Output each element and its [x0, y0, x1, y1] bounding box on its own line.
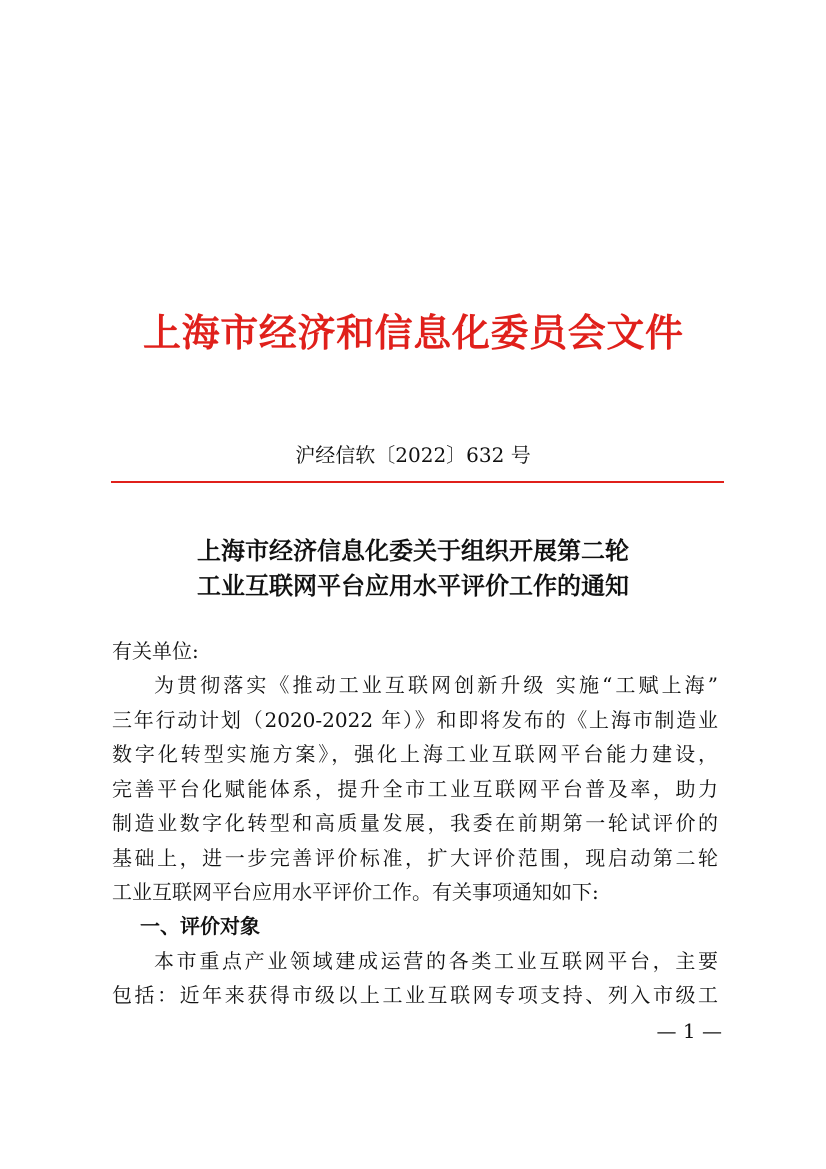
red-divider [111, 481, 724, 483]
document-number: 沪经信软〔2022〕632 号 [295, 443, 531, 467]
paragraph-line: 本市重点产业领域建成运营的各类工业互联网平台，主要 [154, 949, 718, 973]
paragraph-line: 数字化转型实施方案》，强化上海工业互联网平台能力建设， [112, 742, 718, 766]
page-number: — 1 — [656, 1019, 722, 1043]
section-heading: 一、评价对象 [140, 914, 260, 938]
document-title-line-2: 工业互联网平台应用水平评价工作的通知 [197, 571, 629, 600]
document-title-line-1: 上海市经济信息化委关于组织开展第二轮 [197, 536, 629, 565]
paragraph-line: 基础上，进一步完善评价标准，扩大评价范围，现启动第二轮 [112, 846, 718, 870]
paragraph-line: 工业互联网平台应用水平评价工作。有关事项通知如下: [112, 880, 599, 904]
issuer-header: 上海市经济和信息化委员会文件 [143, 310, 683, 355]
paragraph-line: 为贯彻落实《推动工业互联网创新升级 实施“工赋上海” [154, 673, 718, 697]
paragraph-line: 完善平台化赋能体系，提升全市工业互联网平台普及率，助力 [112, 777, 718, 801]
salutation: 有关单位: [112, 639, 199, 663]
paragraph-line: 三年行动计划（2020-2022 年）》和即将发布的《上海市制造业 [112, 708, 718, 732]
paragraph-line: 制造业数字化转型和高质量发展，我委在前期第一轮试评价的 [112, 811, 718, 835]
paragraph-line: 包括：近年来获得市级以上工业互联网专项支持、列入市级工 [112, 983, 718, 1007]
